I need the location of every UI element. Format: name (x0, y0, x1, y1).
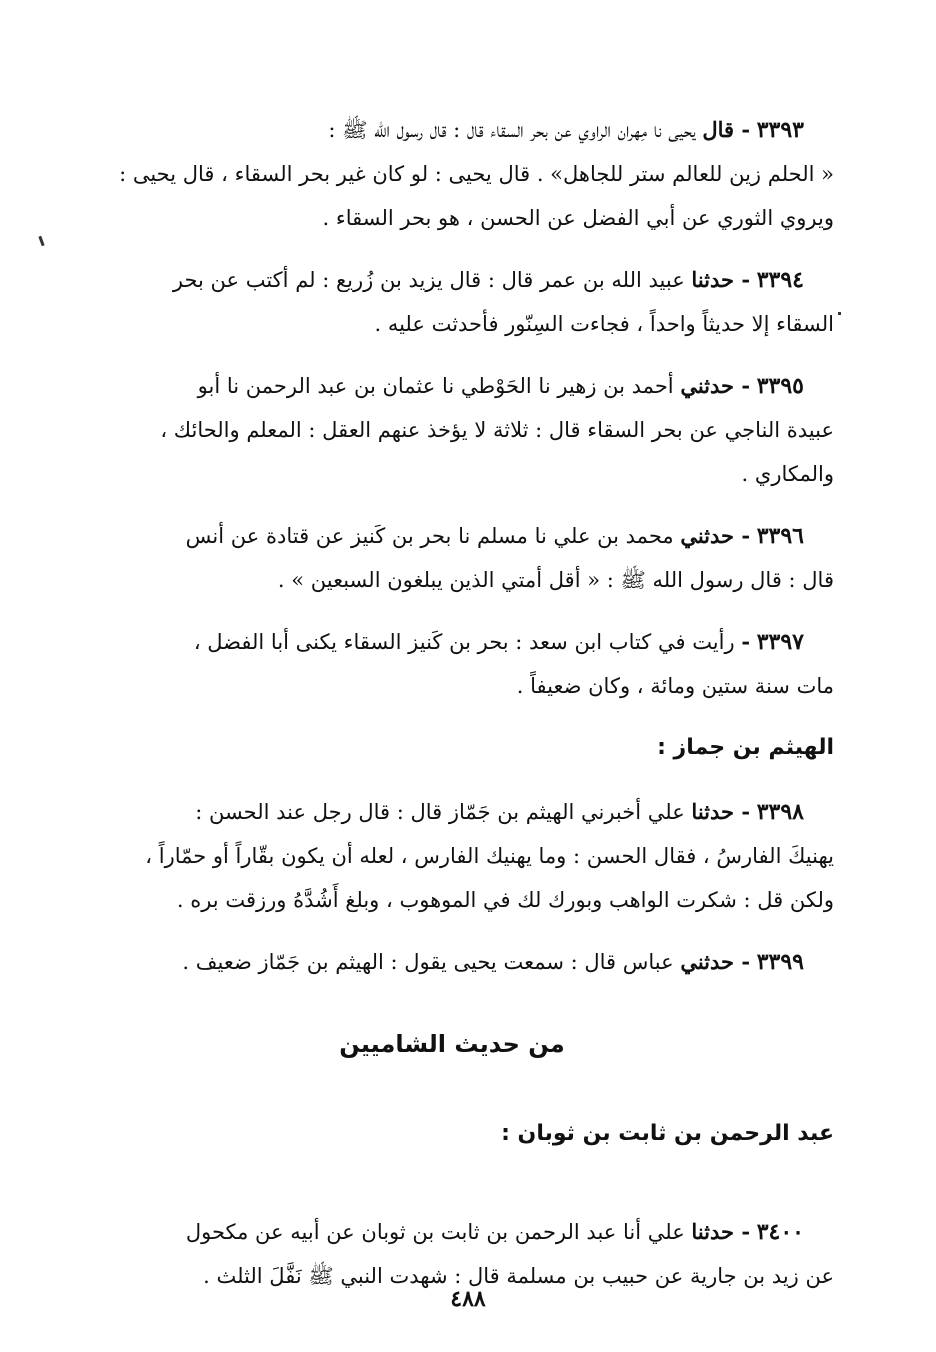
entry-number: ٣٣٩٣ (756, 117, 804, 143)
entry-number: ٣٣٩٧ (756, 629, 804, 655)
hadith-entry (70, 364, 834, 496)
hadith-entry (70, 620, 834, 708)
entry-line: « الحلم زين للعالم ستر للجاهل» . قال يحيى : لو كان غير بحر السقاء ، قال يحيى : (119, 162, 834, 186)
entry-line: مات سنة ستين ومائة ، وكان ضعيفاً . (516, 674, 834, 698)
entries-group-bahr (70, 108, 834, 708)
entry-text: رأيت في كتاب ابن سعد : بحر بن كَنيز السقاء يكنى أبا الفضل ، (193, 630, 735, 654)
entry-text: علي أنا عبد الرحمن بن ثابت بن ثوبان عن أبيه عن مكحول (185, 1220, 685, 1244)
entry-line: ويروي الثوري عن أبي الفضل عن الحسن ، هو بحر السقاء . (322, 206, 834, 230)
entry-line: السقاء إلا حديثاً واحداً ، فجاءت السِنّور فأحدثت عليه . (374, 312, 834, 336)
entry-line (70, 364, 834, 408)
hadith-entry (70, 108, 834, 240)
entry-number: ٣٣٩٦ (756, 523, 804, 549)
heading-haytham: الهيثم بن جماز : (657, 735, 834, 760)
hadith-entry (70, 514, 834, 602)
entry-text: يحيى نا مِهران الراوي عن بحر السقاء قال : قال رسول الله ﷺ : (328, 118, 696, 142)
entry-lead: - حدثنا (691, 799, 751, 824)
entry-text: عبيد الله بن عمر قال : قال يزيد بن زُريع : لم أكتب عن بحر (172, 268, 685, 292)
section-title: من حديث الشاميين (339, 1030, 565, 1058)
entry-line (70, 940, 834, 984)
entry-line: عن زيد بن جارية عن حبيب بن مسلمة قال : شهدت النبي ﷺ نَفَّلَ الثلث . (203, 1264, 834, 1288)
spacer (70, 1176, 834, 1210)
entry-line: يهنيكَ الفارسُ ، فقال الحسن : وما يهنيك الفارس ، لعله أن يكون بقّاراً أو حمّاراً ، (145, 844, 834, 868)
entry-lead: - قال (702, 117, 751, 142)
entry-line (70, 620, 834, 664)
page-body (70, 108, 834, 1316)
entry-line: قال : قال رسول الله ﷺ : « أقل أمتي الذين يبلغون السبعين » . (277, 568, 834, 592)
scan-mark (38, 236, 44, 246)
entry-line (70, 790, 834, 834)
entry-text: محمد بن علي نا مسلم نا بحر بن كَنيز عن قتادة عن أنس (185, 524, 674, 548)
entry-line (70, 1210, 834, 1254)
entry-number: ٣٣٩٩ (756, 949, 804, 975)
entry-lead: - حدثني (680, 949, 751, 974)
entry-line (70, 108, 834, 152)
heading-abdulrahman: عبد الرحمن بن ثابت بن ثوبان : (501, 1121, 834, 1146)
entry-number: ٣٤٠٠ (756, 1219, 804, 1245)
entry-text: أحمد بن زهير نا الحَوْطي نا عثمان بن عبد الرحمن نا أبو (197, 374, 674, 398)
hadith-entry (70, 258, 834, 346)
entry-text: علي أخبرني الهيثم بن جَمّاز قال : قال رجل عند الحسن : (195, 800, 685, 824)
entry-lead: - حدثني (680, 373, 751, 398)
entry-lead: - حدثنا (691, 267, 751, 292)
entry-line: ولكن قل : شكرت الواهب وبورك لك في الموهوب ، وبلغ أَشُدَّهُ ورزقت بره . (176, 888, 834, 912)
entries-group-abdulrahman (70, 1210, 834, 1298)
entry-line (70, 258, 834, 302)
entry-number: ٣٣٩٨ (756, 799, 804, 825)
scan-dot (838, 312, 841, 315)
entry-lead: - حدثني (680, 523, 751, 548)
entries-group-haytham (70, 790, 834, 984)
entry-line (70, 514, 834, 558)
hadith-entry (70, 940, 834, 984)
hadith-entry (70, 1210, 834, 1298)
entry-line: والمكاري . (741, 462, 834, 486)
entry-lead: - (741, 629, 751, 654)
entry-line: عبيدة الناجي عن بحر السقاء قال : ثلاثة لا يؤخذ عنهم العقل : المعلم والحائك ، (160, 418, 834, 442)
entry-number: ٣٣٩٤ (756, 267, 804, 293)
page-number: ٤٨٨ (450, 1286, 486, 1312)
entry-number: ٣٣٩٥ (756, 373, 804, 399)
entry-text: عباس قال : سمعت يحيى يقول : الهيثم بن جَمّاز ضعيف . (182, 950, 674, 974)
entry-lead: - حدثنا (691, 1219, 751, 1244)
hadith-entry (70, 790, 834, 922)
